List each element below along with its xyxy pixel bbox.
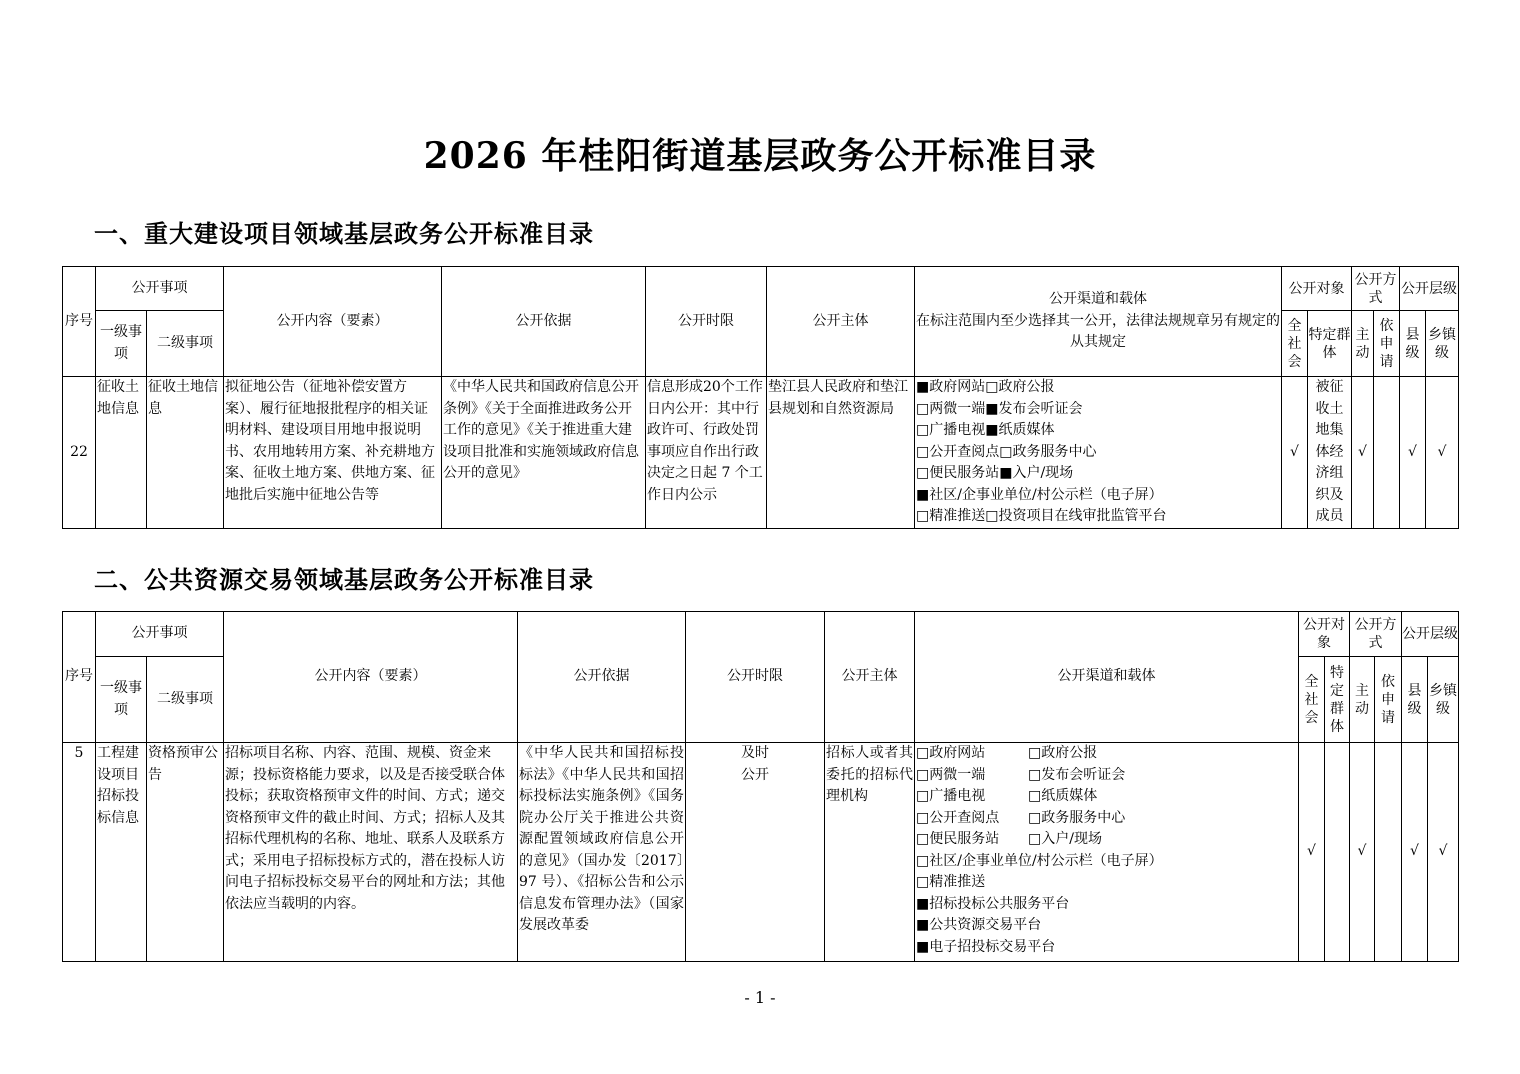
header-target: 公开对象: [1299, 612, 1350, 657]
header-channel-title: 公开渠道和载体: [1049, 291, 1147, 308]
row-basis: 《中华人民共和国招标投标法》《中华人民共和国招标投标法实施条例》《国务院办公厅关于推进公共资源配置领域政府信息公开的意见》（国办发〔2017〕97 号）、《招标公告和公示信息发布管理办法》（国家发展改革委: [518, 743, 686, 962]
header-target: 公开对象: [1282, 267, 1352, 311]
row-specific-group: 被征收土地集体经济组织及成员: [1308, 377, 1352, 529]
row-seq: 5: [63, 743, 96, 962]
channel-line: ■社区/企事业单位/村公示栏（电子屏）: [916, 486, 1163, 503]
row-time-text: 及时公开: [741, 745, 769, 783]
catalog-table-2: [62, 611, 1459, 962]
row-time: 信息形成20个工作日内公开：其中行政许可、行政处罚事项应自作出行政决定之日起 7 个工作日内公示: [646, 377, 767, 529]
header-county: 县级: [1400, 311, 1426, 377]
row-time: [686, 743, 825, 962]
page-title: 2026 年桂阳街道基层政务公开标准目录: [423, 135, 1097, 177]
header-seq: 序号: [63, 267, 96, 377]
row-level2: 征收土地信息: [147, 377, 224, 529]
row-content: 招标项目名称、内容、范围、规模、资金来源；投标资格能力要求，以及是否接受联合体投标；获取资格预审文件的时间、方式；递交资格预审文件的截止时间、方式；招标人及其招标代理机构的名称、地址、联系人及联系方式；采用电子招标投标方式的，潜在投标人访问电子招标投标交易平台的网址和方法；其他依法应当载明的内容。: [224, 743, 518, 962]
catalog-table-1: [62, 266, 1459, 529]
section-heading-2: 二、公共资源交易领域基层政务公开标准目录: [94, 566, 594, 594]
header-basis: 公开依据: [518, 612, 686, 743]
row-active: √: [1352, 377, 1374, 529]
header-channel: [915, 267, 1282, 377]
row-township: √: [1426, 377, 1459, 529]
section-heading-1: 一、重大建设项目领域基层政务公开标准目录: [94, 220, 594, 248]
row-level2: 资格预审公告: [147, 743, 224, 962]
row-channels: [915, 377, 1282, 529]
header-item: 公开事项: [96, 612, 224, 657]
channel-line: □广播电视■纸质媒体: [916, 422, 1055, 438]
header-basis: 公开依据: [442, 267, 646, 377]
header-active: 主动: [1350, 657, 1375, 743]
row-county: √: [1402, 743, 1428, 962]
row-content: 拟征地公告（征地补偿安置方案）、履行征地报批程序的相关证明材料、建设项目用地申报说明书、农用地转用方案、补充耕地方案、征收土地方案、供地方案、征地批后实施中征地公告等: [224, 377, 442, 529]
header-level2: 二级事项: [147, 311, 224, 377]
header-township: 乡镇级: [1428, 657, 1459, 743]
header-level: 公开层级: [1402, 612, 1459, 657]
header-level1: 一级事项: [96, 311, 147, 377]
header-seq: 序号: [63, 612, 96, 743]
header-all-society: 全社会: [1299, 657, 1325, 743]
row-channels: [915, 743, 1299, 962]
header-county: 县级: [1402, 657, 1428, 743]
row-level1: 征收土地信息: [96, 377, 147, 529]
channel-line: □两微一端■发布会听证会: [916, 400, 1083, 417]
row-specific-group: [1325, 743, 1350, 962]
channel-line: □两微一端 □发布会听证会: [916, 766, 1126, 783]
row-by-request: [1374, 377, 1400, 529]
row-level1: 工程建设项目招标投标信息: [96, 743, 147, 962]
channel-line: □公开查阅点 □政务服务中心: [916, 809, 1126, 826]
channel-line: ■电子招投标交易平台: [916, 938, 1056, 955]
header-level: 公开层级: [1400, 267, 1459, 311]
channel-line: □广播电视 □纸质媒体: [916, 788, 1098, 804]
row-by-request: [1375, 743, 1402, 962]
row-all-society: √: [1282, 377, 1308, 529]
row-basis: 《中华人民共和国政府信息公开条例》《关于全面推进政务公开工作的意见》《关于推进重大建设项目批准和实施领域政府信息公开的意见》: [442, 377, 646, 529]
row-subject: 招标人或者其委托的招标代理机构: [825, 743, 915, 962]
row-all-society: √: [1299, 743, 1325, 962]
channel-line: □精准推送: [916, 874, 986, 890]
row-township: √: [1428, 743, 1459, 962]
page-number: - 1 -: [744, 988, 776, 1007]
header-subject: 公开主体: [825, 612, 915, 743]
header-subject: 公开主体: [767, 267, 915, 377]
header-method: 公开方式: [1352, 267, 1400, 311]
row-seq: 22: [63, 377, 96, 529]
channel-line: □精准推送□投资项目在线审批监管平台: [916, 508, 1167, 524]
header-item: 公开事项: [96, 267, 224, 311]
header-content: 公开内容（要素）: [224, 612, 518, 743]
header-by-request: 依申请: [1374, 311, 1400, 377]
header-level1: 一级事项: [96, 657, 147, 743]
channel-line: □公开查阅点□政务服务中心: [916, 443, 1097, 460]
header-active: 主动: [1352, 311, 1374, 377]
channel-line: ■公共资源交易平台: [916, 917, 1042, 933]
row-county: √: [1400, 377, 1426, 529]
header-level2: 二级事项: [147, 657, 224, 743]
channel-line: ■政府网站□政府公报: [916, 379, 1055, 395]
header-method: 公开方式: [1350, 612, 1402, 657]
header-specific-group: 特定群体: [1308, 311, 1352, 377]
channel-line: □社区/企事业单位/村公示栏（电子屏）: [916, 852, 1163, 869]
header-time: 公开时限: [686, 612, 825, 743]
channel-line: □便民服务站 □入户/现场: [916, 831, 1102, 847]
row-subject: 垫江县人民政府和垫江县规划和自然资源局: [767, 377, 915, 529]
header-all-society: 全社会: [1282, 311, 1308, 377]
header-by-request: 依申请: [1375, 657, 1402, 743]
header-content: 公开内容（要素）: [224, 267, 442, 377]
channel-line: □便民服务站■入户/现场: [916, 465, 1074, 481]
channel-line: ■招标投标公共服务平台: [916, 895, 1070, 912]
header-channel-note: 在标注范围内至少选择其一公开，法律法规规章另有规定的从其规定: [916, 312, 1280, 351]
header-time: 公开时限: [646, 267, 767, 377]
header-channel: 公开渠道和载体: [915, 612, 1299, 743]
channel-line: □政府网站 □政府公报: [916, 745, 1098, 761]
header-specific-group: 特定群体: [1325, 657, 1350, 743]
header-township: 乡镇级: [1426, 311, 1459, 377]
row-active: √: [1350, 743, 1375, 962]
